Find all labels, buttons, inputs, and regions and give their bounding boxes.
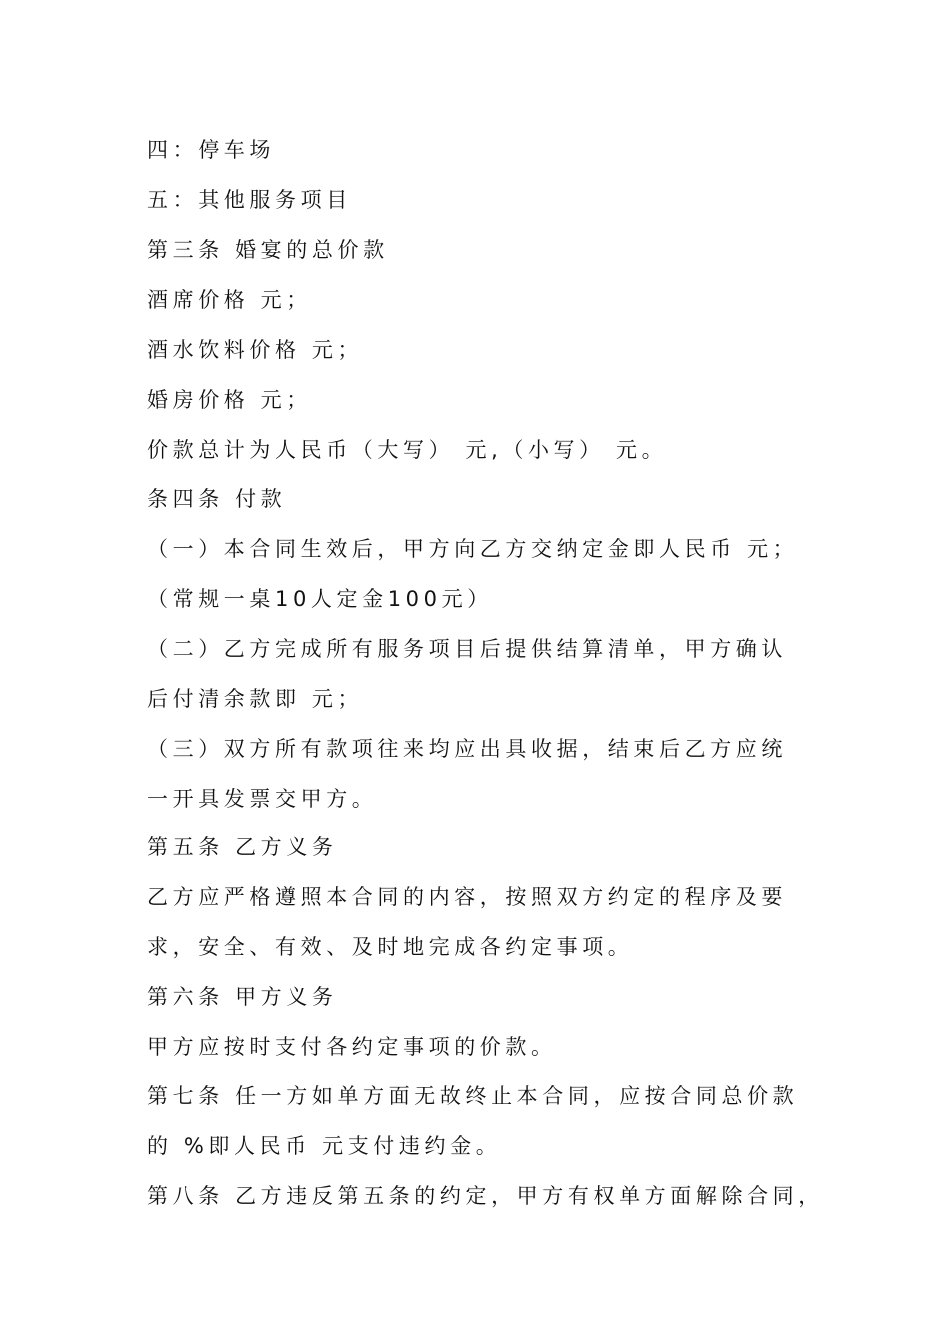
text-line: 婚房价格 元； [147,388,312,412]
section-heading: 第三条 婚宴的总价款 [147,238,389,262]
text-line: 五：其他服务项目 [147,188,352,212]
text-line: 酒席价格 元； [147,288,312,312]
text-line: 后付清余款即 元； [147,687,364,711]
text-line: （常规一桌10人定金100元） [147,587,493,611]
text-line: 第七条 任一方如单方面无故终止本合同，应按合同总价款 [147,1084,799,1108]
text-line: （三）双方所有款项往来均应出具收据，结束后乙方应统 [147,737,787,761]
text-line: 甲方应按时支付各约定事项的价款。 [147,1035,557,1059]
text-line: 价款总计为人民币（大写） 元,（小写） 元。 [147,438,668,462]
section-heading: 第六条 甲方义务 [147,985,338,1009]
text-line: 第八条 乙方违反第五条的约定，甲方有权单方面解除合同， [147,1184,824,1208]
text-line: 四：停车场 [147,138,275,162]
text-line: 乙方应严格遵照本合同的内容，按照双方约定的程序及要 [147,885,787,909]
text-line: 的 %即人民币 元支付违约金。 [147,1134,502,1158]
text-line: （二）乙方完成所有服务项目后提供结算清单，甲方确认 [147,637,787,661]
text-line: 一开具发票交甲方。 [147,787,378,811]
text-line: （一）本合同生效后，甲方向乙方交纳定金即人民币 元； [147,537,799,561]
section-heading: 第五条 乙方义务 [147,835,338,859]
text-line: 酒水饮料价格 元； [147,338,364,362]
section-heading: 条四条 付款 [147,487,287,511]
text-line: 求，安全、有效、及时地完成各约定事项。 [147,935,634,959]
